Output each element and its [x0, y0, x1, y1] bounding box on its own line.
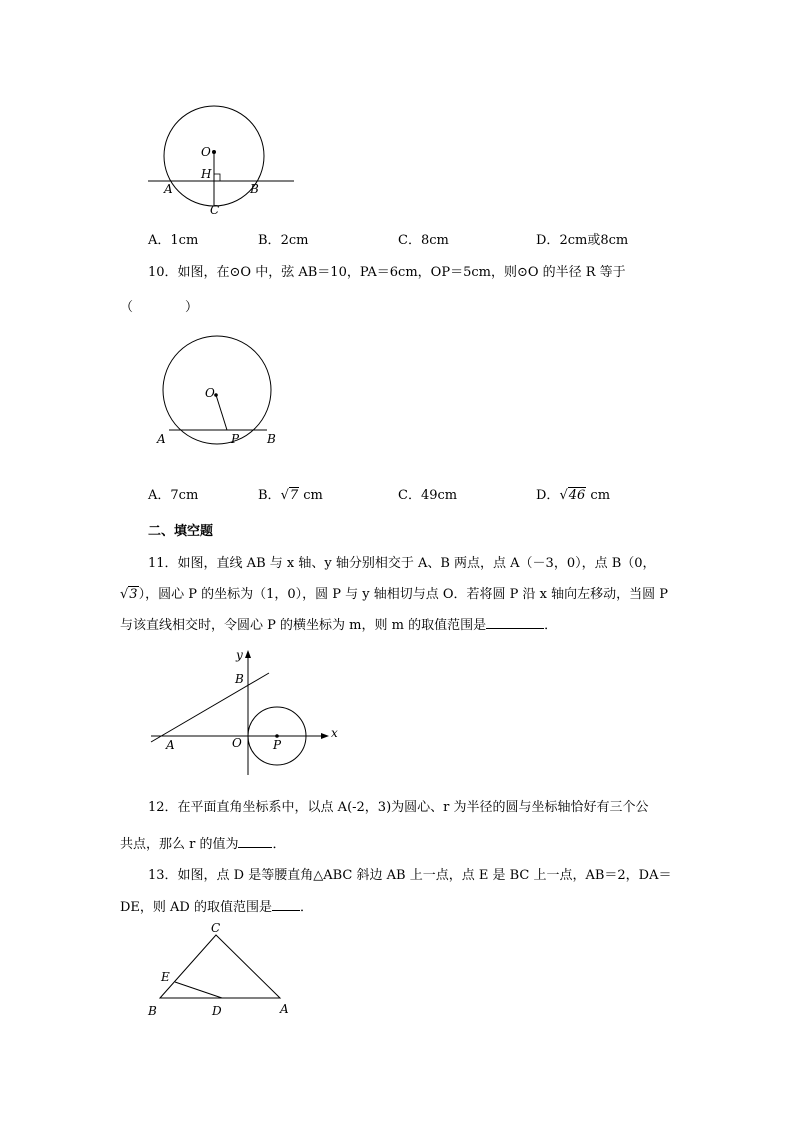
section-fill-in-title: 二、填空题	[148, 524, 214, 539]
q12-answer-blank[interactable]	[238, 833, 272, 848]
q10-option-d: D．√46 cm	[536, 488, 611, 503]
q9-option-a: A．1cm	[148, 233, 199, 248]
q10-label-o: O	[205, 386, 215, 400]
q13-answer-blank[interactable]	[272, 896, 300, 911]
q10-label-b: B	[267, 432, 276, 446]
q11-answer-blank[interactable]	[486, 614, 544, 629]
q13-label-c: C	[211, 921, 221, 935]
q12-line1: 12．在平面直角坐标系中，以点 A(-2，3)为圆心、r 为半径的圆与坐标轴恰好有三个公	[148, 800, 649, 815]
q10-segment-op	[216, 395, 227, 430]
q10-option-c: C．49cm	[398, 488, 458, 503]
q11-line3: 与该直线相交时，令圆心 P 的横坐标为 m，则 m 的取值范围是 ．	[120, 614, 557, 633]
q10-stem: 10．如图，在⊙O 中，弦 AB＝10，PA＝6cm，OP＝5cm，则⊙O 的半径 R 等于	[148, 265, 626, 280]
q10-option-a: A．7cm	[148, 488, 199, 503]
q11-x-axis-arrow	[321, 733, 329, 739]
q13-line2: DE，则 AD 的取值范围是 ．	[120, 896, 313, 915]
q13-line1: 13．如图，点 D 是等腰直角△ABC 斜边 AB 上一点，点 E 是 BC 上一点，AB＝2，DA＝	[148, 868, 672, 883]
q11-line2: √3），圆心 P 的坐标为（1，0），圆 P 与 y 轴相切与点 O．若将圆 P 沿 x 轴向左移动，当圆 P	[120, 587, 669, 602]
q11-label-x: x	[331, 726, 338, 740]
q13-label-e: E	[161, 970, 170, 984]
q9-figure	[140, 90, 300, 220]
q10-option-b-radicand: 7	[289, 488, 299, 503]
q13-label-d: D	[212, 1004, 222, 1018]
q9-option-b: B．2cm	[258, 233, 309, 248]
q9-label-o: O	[201, 145, 211, 159]
q11-label-o: O	[232, 736, 242, 750]
q13-triangle-abc	[160, 935, 280, 998]
q11-figure	[145, 645, 345, 780]
q10-option-b: B．√7 cm	[258, 488, 323, 503]
q11-line1: 11．如图，直线 AB 与 x 轴、y 轴分别相交于 A、B 两点，点 A（－3，0），点 B（0，	[148, 556, 656, 571]
q11-line-ab	[151, 673, 269, 742]
q9-label-c: C	[210, 203, 220, 217]
q9-center-dot	[212, 150, 216, 154]
q10-option-d-radicand: 46	[568, 488, 586, 503]
q11-label-y: y	[236, 648, 243, 662]
q11-label-p: P	[273, 738, 282, 752]
q12-line2: 共点，那么 r 的值为 ．	[120, 833, 286, 852]
q13-figure	[140, 918, 300, 1023]
q9-option-c: C．8cm	[398, 233, 449, 248]
q9-label-a: A	[164, 182, 173, 196]
q13-segment-de	[175, 982, 222, 998]
q13-label-b: B	[148, 1004, 157, 1018]
q9-right-angle-mark	[214, 174, 220, 181]
q9-label-b: B	[250, 182, 259, 196]
q11-label-b: B	[235, 672, 244, 686]
q10-circle	[163, 336, 271, 444]
q10-label-a: A	[157, 432, 166, 446]
q10-figure	[150, 320, 290, 460]
q9-label-h: H	[201, 167, 212, 181]
q10-answer-paren: （ ）	[120, 300, 199, 315]
q11-y-axis-arrow	[245, 650, 251, 658]
q10-label-p: P	[231, 432, 240, 446]
q13-label-a: A	[280, 1002, 289, 1016]
q11-label-a: A	[166, 738, 175, 752]
q9-option-d: D．2cm或8cm	[536, 233, 629, 248]
